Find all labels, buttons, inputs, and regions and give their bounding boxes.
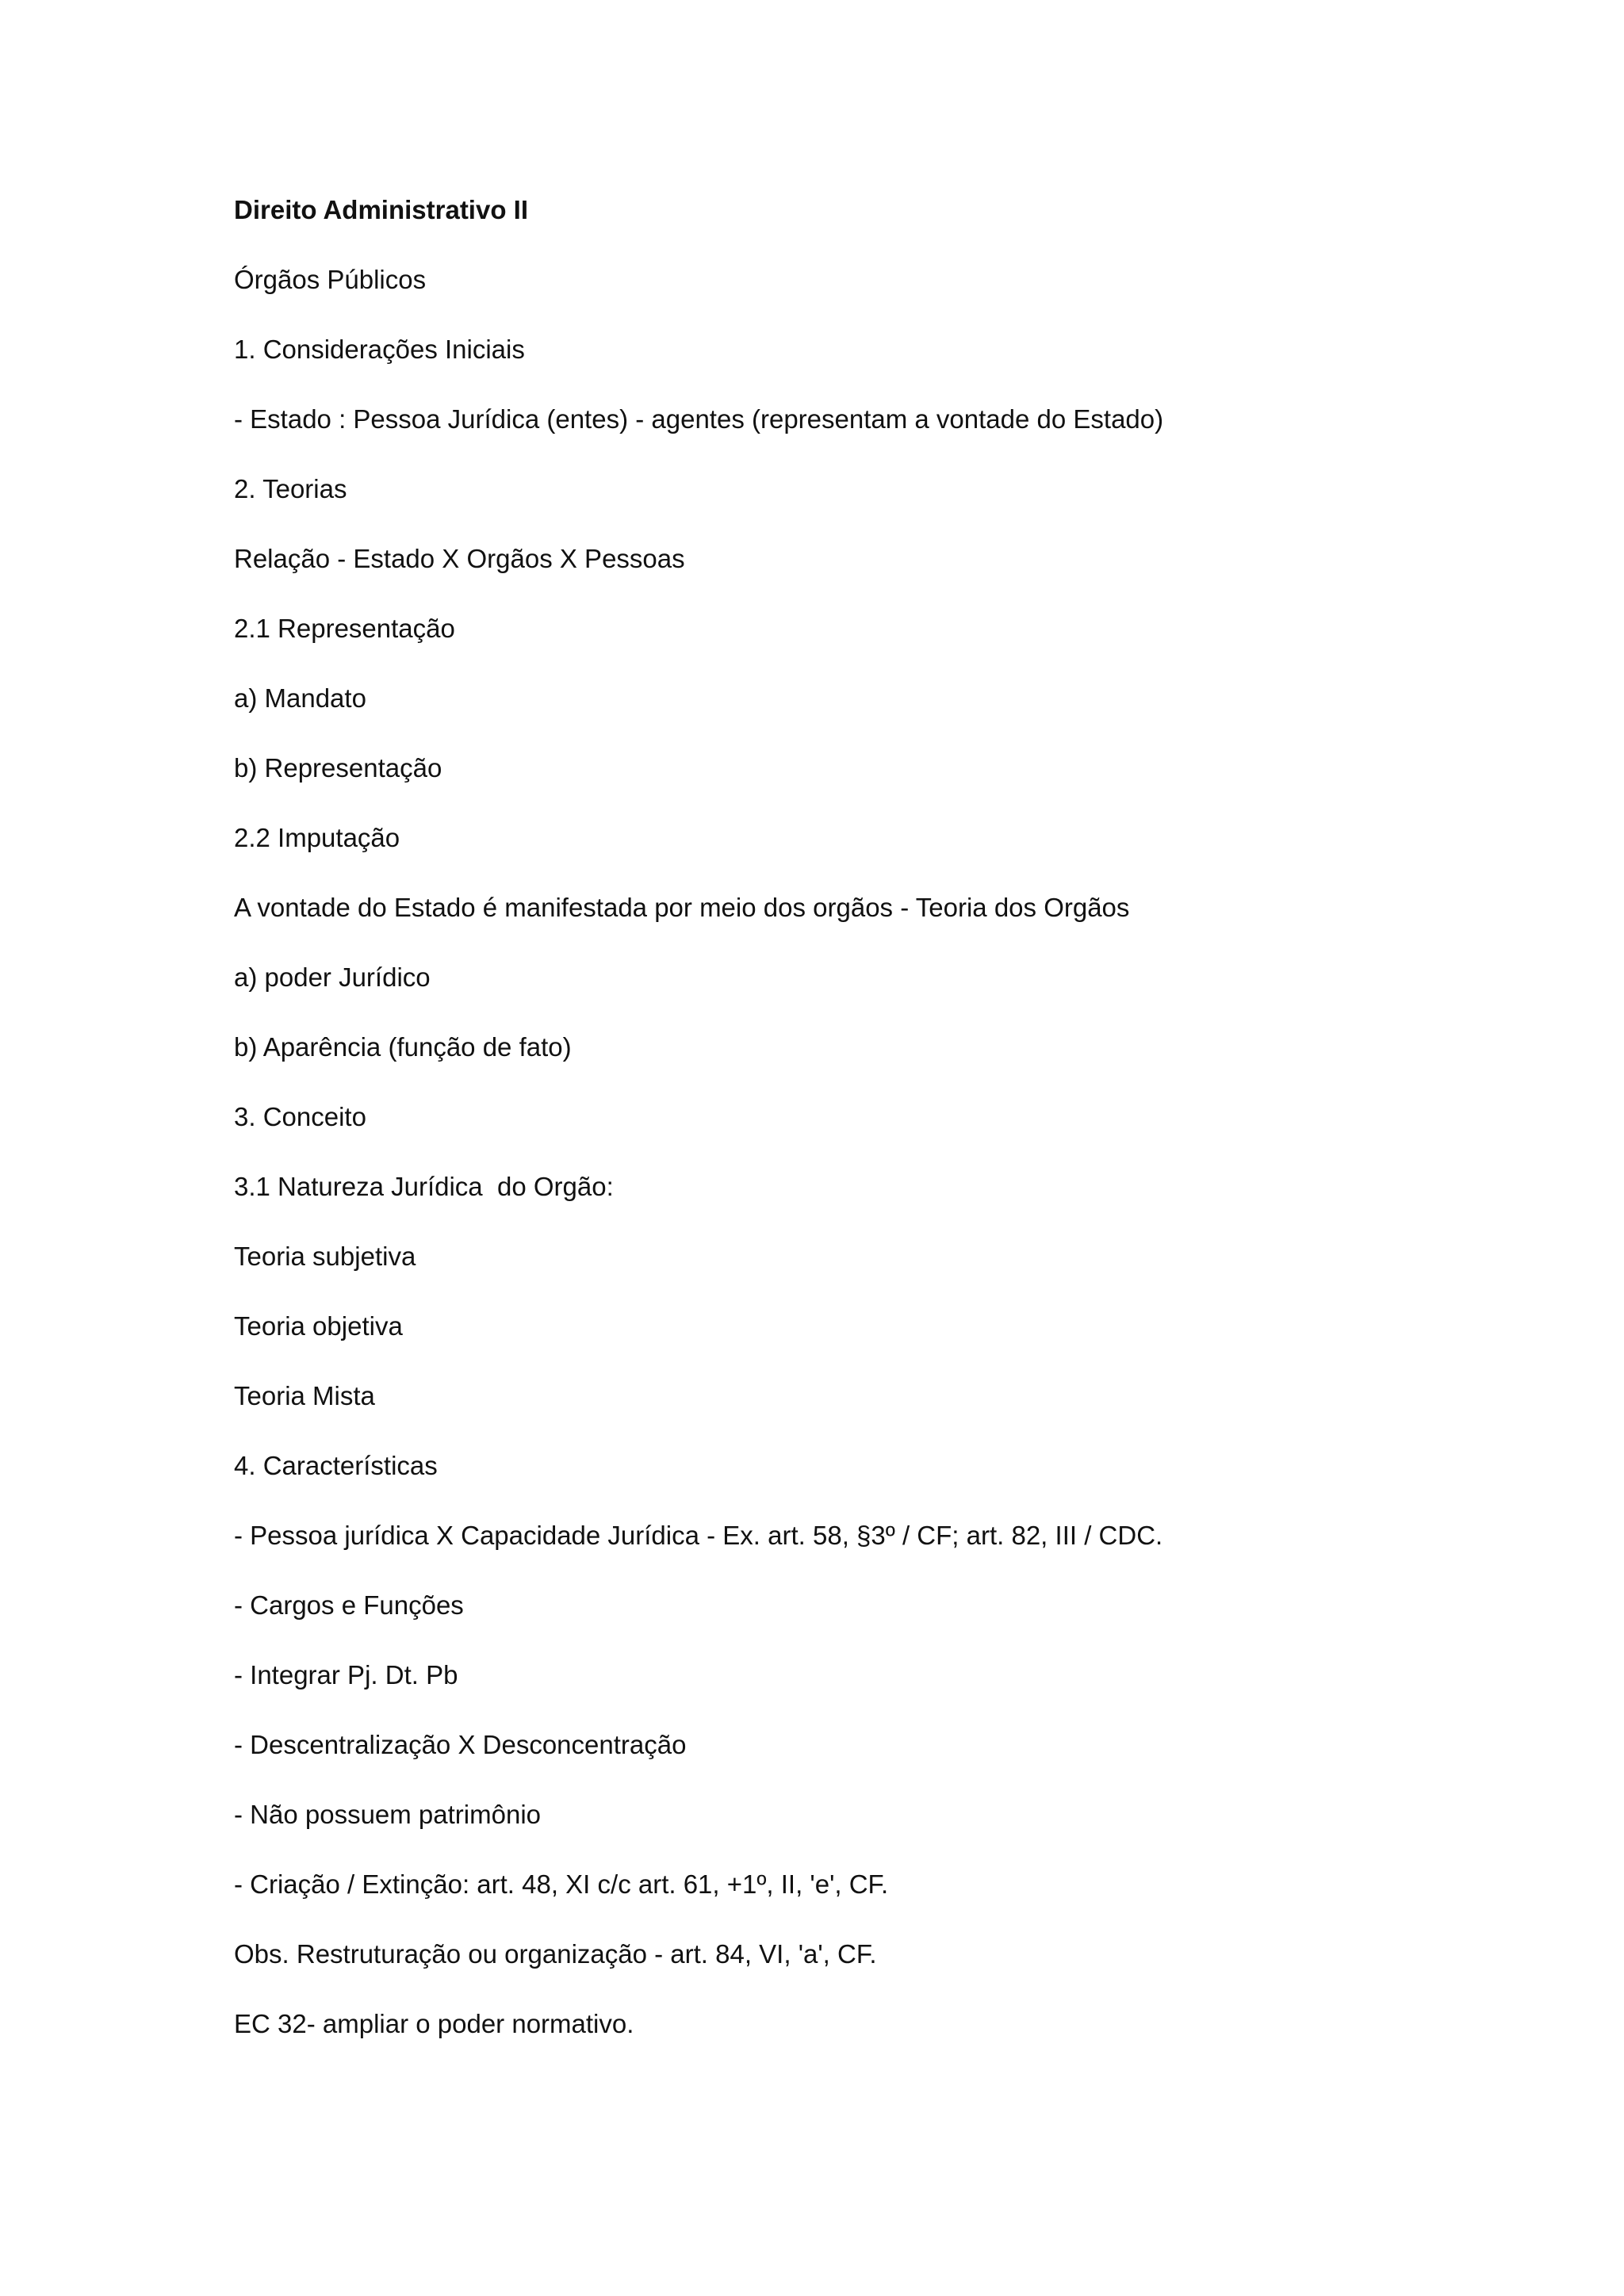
subsection-heading-natureza-juridica: 3.1 Natureza Jurídica do Orgão: [234,1172,614,1201]
subsection-heading-imputacao: 2.2 Imputação [234,823,400,852]
section-heading-consideracoes-iniciais: 1. Considerações Iniciais [234,335,525,364]
list-item: Teoria subjetiva [234,1242,416,1271]
document-title: Direito Administrativo II [234,195,528,224]
list-item: b) Representação [234,753,442,783]
list-item: Teoria objetiva [234,1311,403,1341]
section-heading-caracteristicas: 4. Características [234,1451,438,1480]
subsection-heading-representacao: 2.1 Representação [234,614,455,643]
text-line: A vontade do Estado é manifestada por meio dos orgãos - Teoria dos Orgãos [234,893,1130,922]
text-line: Relação - Estado X Orgãos X Pessoas [234,544,685,573]
list-item: - Integrar Pj. Dt. Pb [234,1660,458,1689]
list-item: - Descentralização X Desconcentração [234,1730,687,1759]
list-item: - Pessoa jurídica X Capacidade Jurídica - Ex. art. 58, §3º / CF; art. 82, III / CDC. [234,1521,1163,1550]
section-heading-teorias: 2. Teorias [234,474,347,503]
text-line: Obs. Restruturação ou organização - art. 84, VI, 'a', CF. [234,1939,877,1969]
list-item: Teoria Mista [234,1381,375,1410]
list-item: a) poder Jurídico [234,962,431,992]
list-item: a) Mandato [234,683,366,713]
list-item: - Não possuem patrimônio [234,1800,542,1829]
section-heading-orgaos-publicos: Órgãos Públicos [234,265,427,294]
text-line: EC 32- ampliar o poder normativo. [234,2009,634,2038]
text-line: - Estado : Pessoa Jurídica (entes) - agentes (representam a vontade do Estado) [234,404,1164,434]
list-item: b) Aparência (função de fato) [234,1032,572,1062]
document-body [234,194,1503,2078]
list-item: - Criação / Extinção: art. 48, XI c/c art. 61, +1º, II, 'e', CF. [234,1869,889,1899]
section-heading-conceito: 3. Conceito [234,1102,366,1131]
list-item: - Cargos e Funções [234,1590,464,1620]
